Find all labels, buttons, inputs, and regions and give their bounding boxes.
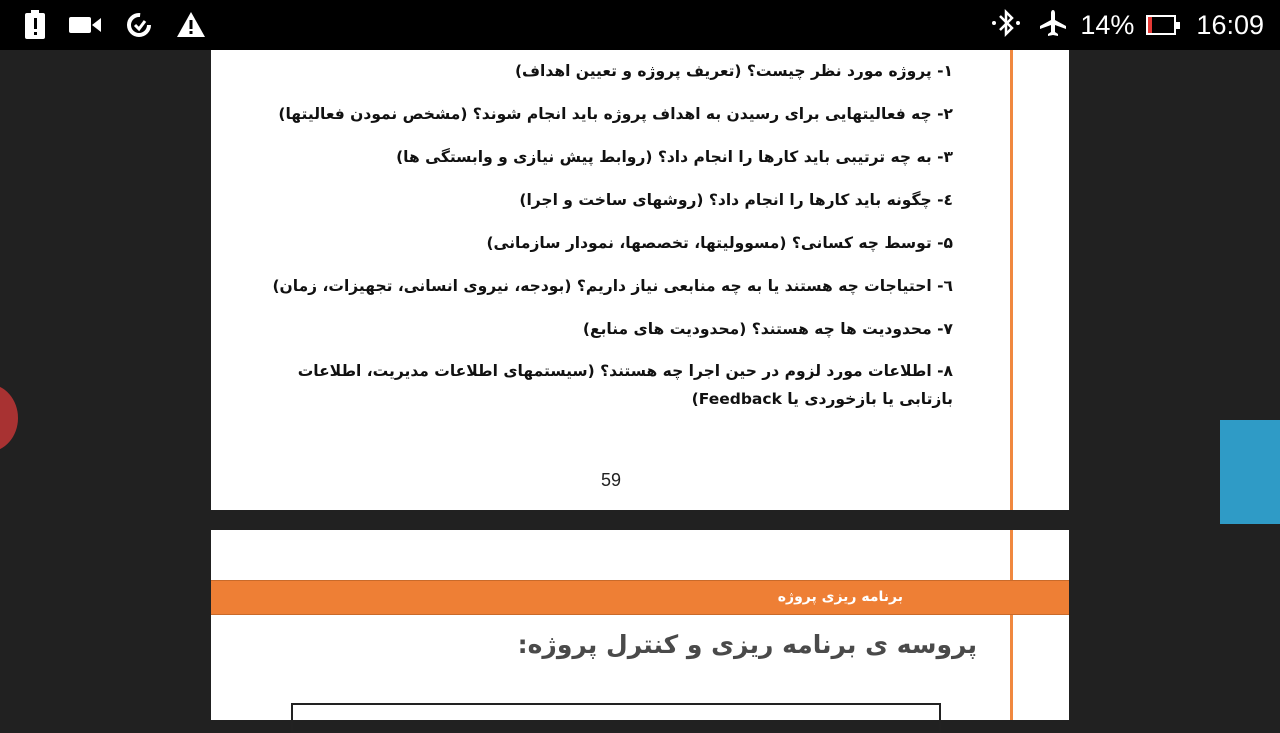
document-page-next[interactable] [211,530,1069,720]
list-item: ۸- اطلاعات مورد لزوم در حین اجرا چه هستند؟ (سیستمهای اطلاعات مدیریت، اطلاعات بازتابی یا بازخوردی یا Feedback) [297,362,953,408]
list-item: ۷- محدودیت ها چه هستند؟ (محدودیت های منابع) [582,320,953,338]
question-list [253,50,953,413]
data-saver-icon[interactable] [124,10,154,44]
battery-percent: 14% [1080,9,1135,40]
clock: 16:09 [1196,9,1264,40]
bluetooth-icon[interactable] [986,8,1026,42]
airplane-mode-icon[interactable] [1038,8,1068,42]
list-item: ٦- احتیاجات چه هستند یا به چه منابعی نیاز داریم؟ (بودجه، نیروی انسانی، تجهیزات، زمان) [272,277,953,295]
side-panel-tab[interactable] [1220,420,1280,524]
notification-icons [24,10,206,44]
section-title: پروسه ی برنامه ریزی و کنترل پروژه: [517,630,977,659]
chapter-header: برنامه ریزی پروژه [777,589,903,605]
page-number: 59 [600,470,622,490]
status-bar [0,0,1280,50]
floating-bubble-icon[interactable] [0,384,18,452]
document-page-59[interactable] [211,50,1069,510]
battery-icon[interactable] [1146,15,1176,35]
list-item: ۵- توسط چه کسانی؟ (مسوولیتها، تخصصها، نمودار سازمانی) [486,234,953,252]
video-camera-icon[interactable] [68,10,102,44]
battery-level [1148,17,1152,33]
alert-icon[interactable] [24,10,46,44]
page-margin-line [1010,530,1013,720]
diagram-frame [291,703,941,733]
list-item: ۳- به چه ترتیبی باید کارها را انجام داد؟ (روابط پیش نیازی و وابستگی ها) [396,148,953,166]
system-icons [986,0,1264,50]
page-margin-line [1010,50,1013,510]
chapter-header-bar [211,580,1069,615]
list-item: ٤- چگونه باید کارها را انجام داد؟ (روشهای ساخت و اجرا) [519,191,953,209]
warning-icon[interactable] [176,10,206,44]
list-item: ۲- چه فعالیتهایی برای رسیدن به اهداف پروژه باید انجام شوند؟ (مشخص نمودن فعالیتها) [278,105,953,123]
list-item: ۱- پروژه مورد نظر چیست؟ (تعریف پروژه و تعیین اهداف) [514,62,953,80]
